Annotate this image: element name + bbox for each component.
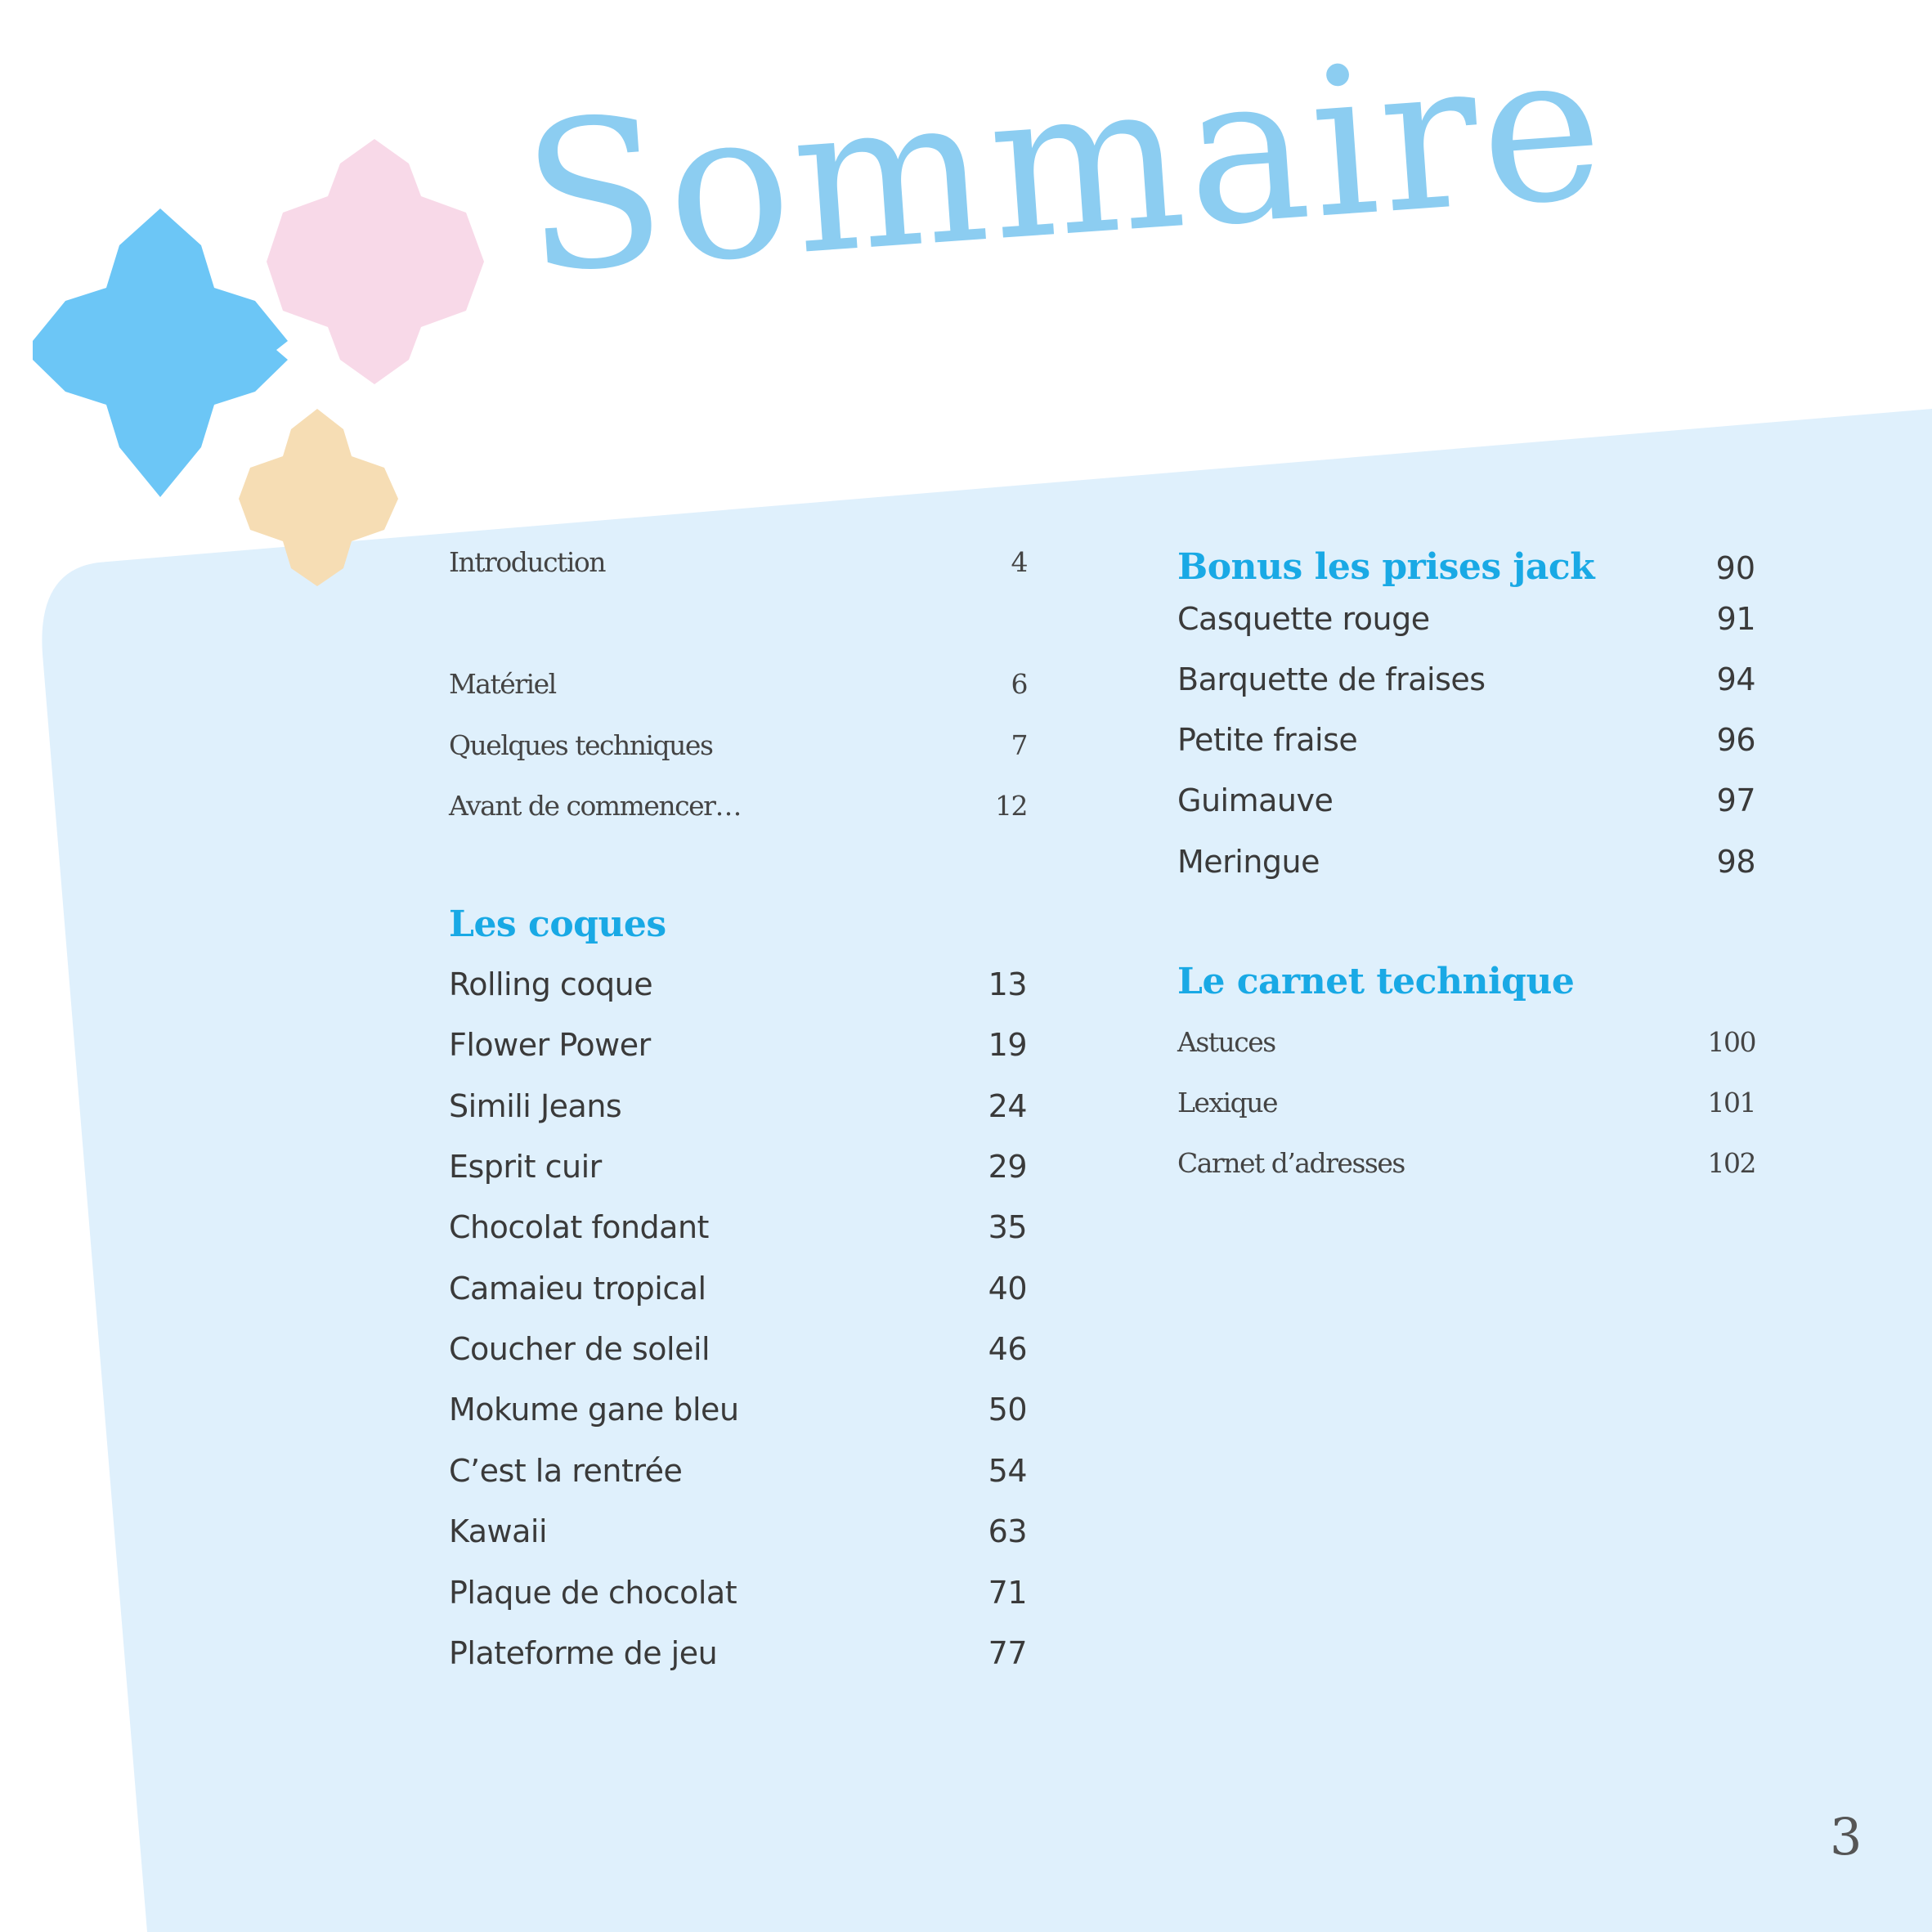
toc-entry-page: 101 <box>1707 1087 1755 1118</box>
toc-entry-label: Flower Power <box>449 1027 651 1063</box>
toc-entry-page: 91 <box>1716 601 1755 637</box>
toc-entry[interactable] <box>1177 722 1755 768</box>
toc-entry[interactable] <box>1177 782 1755 828</box>
toc-entry[interactable] <box>1177 844 1755 890</box>
toc-entry-avant-de-commencer[interactable] <box>449 790 1027 836</box>
toc-entry-label: Plateforme de jeu <box>449 1635 718 1671</box>
toc-entry-label: Camaieu tropical <box>449 1271 706 1307</box>
toc-entry-label: Coucher de soleil <box>449 1331 710 1367</box>
toc-entry[interactable] <box>449 1453 1027 1499</box>
toc-entry-page: 24 <box>988 1088 1027 1124</box>
toc-entry-label: Simili Jeans <box>449 1088 622 1124</box>
page-number: 3 <box>1830 1807 1863 1867</box>
toc-entry-page: 7 <box>1011 729 1027 761</box>
toc-entry-label: Avant de commencer… <box>449 790 741 822</box>
section-heading-les-coques: Les coques <box>449 903 666 945</box>
toc-entry-label: Introduction <box>449 546 605 578</box>
toc-entry[interactable] <box>449 1392 1027 1437</box>
toc-entry-label: Plaque de chocolat <box>449 1575 737 1611</box>
toc-entry-page: 40 <box>988 1271 1027 1307</box>
toc-entry[interactable] <box>449 1513 1027 1559</box>
toc-entry-label: Carnet d’adresses <box>1177 1147 1405 1179</box>
blue-quatrefoil-shape <box>33 208 288 497</box>
toc-entry-carnet-adresses[interactable] <box>1177 1147 1755 1193</box>
toc-entry-label: Casquette rouge <box>1177 601 1430 637</box>
toc-entry[interactable] <box>449 1635 1027 1681</box>
toc-entry[interactable] <box>1177 661 1755 707</box>
toc-entry-page: 19 <box>988 1027 1027 1063</box>
toc-entry-label: Kawaii <box>449 1513 548 1549</box>
toc-entry-label: Matériel <box>449 668 556 700</box>
toc-entry-page: 94 <box>1716 661 1755 697</box>
toc-entry-page: 12 <box>995 790 1027 822</box>
toc-entry-label: Mokume gane bleu <box>449 1392 739 1428</box>
toc-entry-lexique[interactable] <box>1177 1087 1755 1132</box>
section-heading-bonus[interactable] <box>1177 546 1755 592</box>
toc-entry-page: 29 <box>988 1149 1027 1185</box>
toc-entry-page: 90 <box>1715 550 1755 586</box>
toc-entry-page: 102 <box>1707 1147 1755 1179</box>
toc-entry-label: Chocolat fondant <box>449 1209 709 1245</box>
toc-entry-label: C’est la rentrée <box>449 1453 683 1489</box>
toc-entry-page: 50 <box>988 1392 1027 1428</box>
toc-entry[interactable] <box>449 1149 1027 1195</box>
toc-entry-page: 13 <box>988 966 1027 1002</box>
section-heading-bonus-label: Bonus les prises jack <box>1177 546 1595 588</box>
toc-entry-page: 96 <box>1716 722 1755 758</box>
toc-entry-page: 63 <box>988 1513 1027 1549</box>
toc-entry-label: Esprit cuir <box>449 1149 602 1185</box>
toc-entry-label: Lexique <box>1177 1087 1278 1118</box>
toc-entry-label: Petite fraise <box>1177 722 1358 758</box>
toc-entry-quelques-techniques[interactable] <box>449 729 1027 775</box>
toc-entry-introduction[interactable] <box>449 546 1027 592</box>
toc-entry-label: Quelques techniques <box>449 729 713 761</box>
toc-entry-page: 98 <box>1716 844 1755 880</box>
toc-entry-page: 100 <box>1707 1026 1755 1058</box>
toc-entry-page: 6 <box>1011 668 1027 700</box>
toc-entry-astuces[interactable] <box>1177 1026 1755 1072</box>
toc-entry[interactable] <box>1177 601 1755 647</box>
toc-entry-materiel[interactable] <box>449 668 1027 714</box>
toc-entry-page: 4 <box>1011 546 1027 578</box>
toc-entry-label: Astuces <box>1177 1026 1275 1058</box>
toc-entry[interactable] <box>449 1575 1027 1620</box>
toc-entry-label: Rolling coque <box>449 966 653 1002</box>
toc-entry[interactable] <box>449 1209 1027 1255</box>
toc-entry[interactable] <box>449 1088 1027 1134</box>
toc-entry-label: Guimauve <box>1177 782 1334 818</box>
page-title: Sommaire <box>516 6 1613 319</box>
section-heading-carnet-technique: Le carnet technique <box>1177 961 1575 1002</box>
toc-entry-page: 77 <box>988 1635 1027 1671</box>
toc-entry-page: 97 <box>1716 782 1755 818</box>
toc-entry-label: Barquette de fraises <box>1177 661 1486 697</box>
toc-entry-page: 71 <box>988 1575 1027 1611</box>
toc-entry[interactable] <box>449 1271 1027 1316</box>
toc-entry[interactable] <box>449 966 1027 1012</box>
toc-entry-label: Meringue <box>1177 844 1320 880</box>
toc-entry-page: 54 <box>988 1453 1027 1489</box>
toc-entry-page: 35 <box>988 1209 1027 1245</box>
toc-entry[interactable] <box>449 1027 1027 1073</box>
toc-entry[interactable] <box>449 1331 1027 1377</box>
pink-quatrefoil-shape <box>267 139 484 384</box>
toc-entry-page: 46 <box>988 1331 1027 1367</box>
